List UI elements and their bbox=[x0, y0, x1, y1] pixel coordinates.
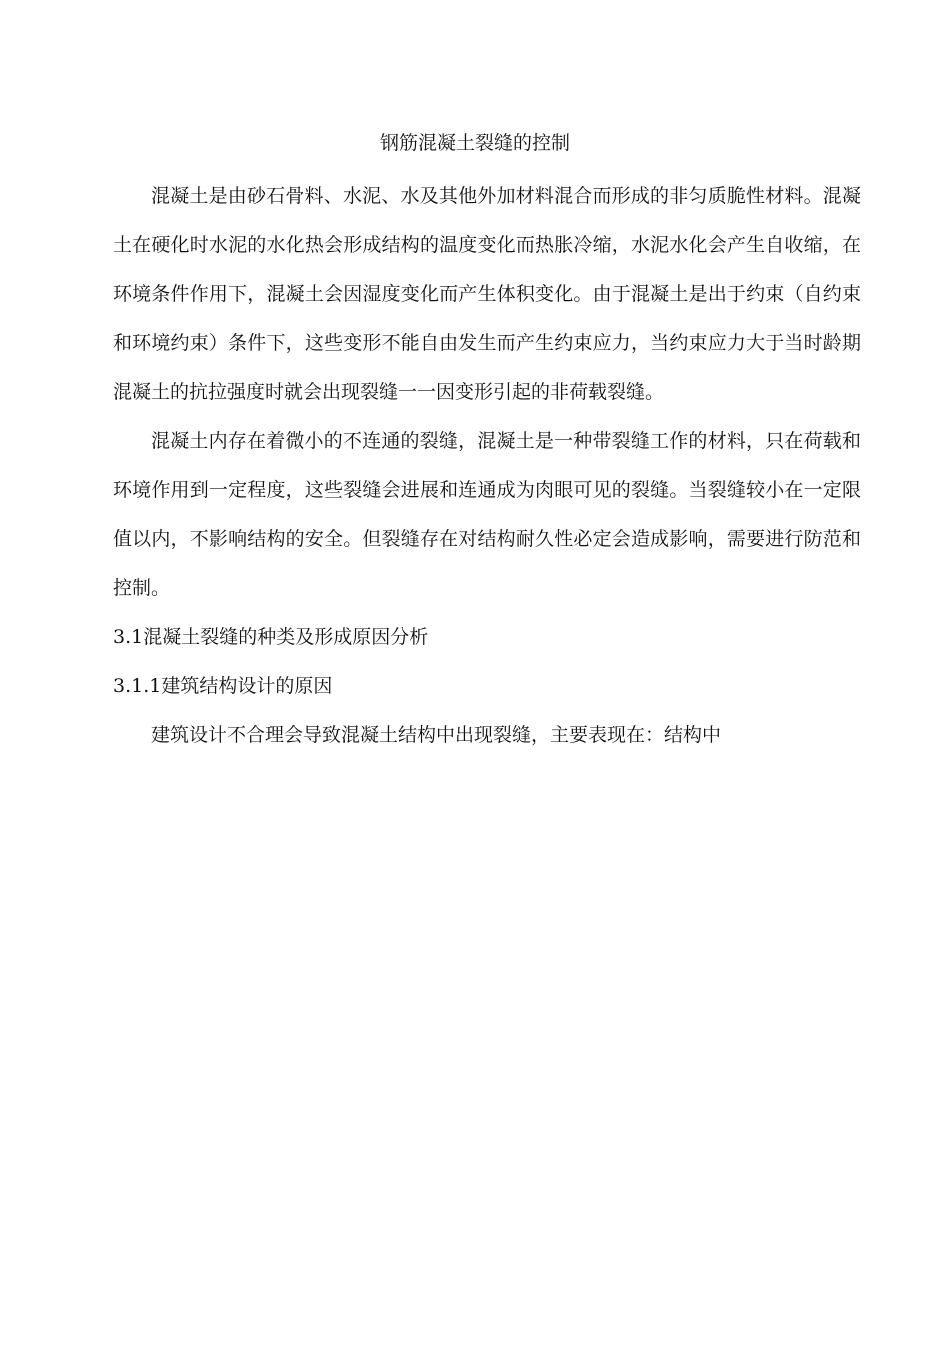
paragraph-material-description: 混凝土是由砂石骨料、水泥、水及其他外加材料混合而形成的非匀质脆性材料。混凝土在硬化时水泥的水化热会形成结构的温度变化而热胀冷缩，水泥水化会产生自收缩，在环境条件作用下，混凝土会因湿度变化而产生体积变化。由于混凝土是出于约束（自约束和环境约束）条件下，这些变形不能自由发生而产生约束应力，当约束应力大于当时龄期混凝土的抗拉强度时就会出现裂缝一一因变形引起的非荷载裂缝。 bbox=[113, 185, 861, 403]
paragraph-micro-cracks: 混凝土内存在着微小的不连通的裂缝，混凝土是一种带裂缝工作的材料，只在荷载和环境作用到一定程度，这些裂缝会进展和连通成为肉眼可见的裂缝。当裂缝较小在一定限值以内，不影响结构的安全。但裂缝存在对结构耐久性必定会造成影响，需要进行防范和控制。 bbox=[113, 430, 861, 599]
paragraph-design-causes: 建筑设计不合理会导致混凝土结构中出现裂缝，主要表现在：结构中 bbox=[151, 724, 722, 746]
document-title: 钢筋混凝土裂缝的控制 bbox=[379, 132, 570, 154]
section-heading-3-1: 3.1混凝土裂缝的种类及形成原因分析 bbox=[113, 626, 429, 648]
document-body bbox=[113, 172, 861, 760]
section-heading-3-1-1: 3.1.1建筑结构设计的原因 bbox=[113, 675, 333, 697]
